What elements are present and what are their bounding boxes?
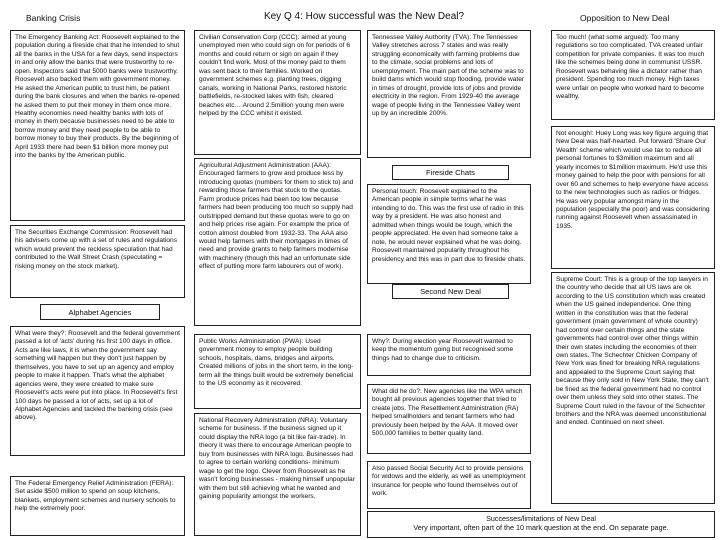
supreme-court-text: Supreme Court: This is a group of the top lawyers in the country who decide that all US laws are ok according to the US constitution which was created when the US gained independence. One thing written in the constitution was that the federal government (main government of whole country) had control over certain things and the state governments had control over other things within their own states including the economies of their own states. The Schechter Chicken Company of New York was fined for breaking NRA regulations and appealed to the Supreme Court saying that because they only sold in New York State, they can't be fined as the federal government had no control over them unless they sold into other states. The Supreme Court ruled in the favour of the Schechter brothers and the NRA was deemed unconstitutional and ended. Continued on next sheet. — [556, 276, 709, 427]
tva-box — [367, 30, 531, 158]
successes-limitations-box — [367, 511, 715, 538]
alphabet-agencies-title: Alphabet Agencies — [68, 308, 132, 317]
fireside-chats-title-box — [392, 165, 509, 180]
second-new-deal-why-text: Why?: During election year Roosevelt wanted to keep the momentum going but recognised some things had to change due to criticism. — [372, 338, 514, 362]
nra-box — [194, 413, 361, 536]
banking-crisis-title: Banking Crisis — [26, 13, 81, 23]
social-security-text: Also passed Social Security Act to provide pensions for widows and the elderly, as well as unemployment insurance for people who found themselves out of work. — [372, 465, 526, 498]
fireside-chats-box — [367, 184, 531, 284]
ccc-text: Civilian Conservation Corp (CCC): aimed at young unemployed men who could sign on for periods of 6 months and could return or sign on again if they couldn't find work. Most of the money paid to them was sent back to their families. Worked on government schemes e.g. planting trees, digging canals, working in National Parks, restored historic battlefields, re-stocked lakes with fish, cleared beaches etc… Around 2.5million young men were helped by the CCC whilst it existed. — [199, 34, 351, 117]
second-new-deal-why-box — [367, 334, 531, 376]
nra-text: National Recovery Administration (NRA): Voluntary scheme for business. If the business signed up it could display the NRA logo (a bit like fair-trade). In theory it was there to encourage American people to buy from businesses with NRA logo. Businesses had to agree to certain working conditions- minimum wage to get the logo. Clever from Roosevelt as he wasn't forcing businesses - making himself unpopular with them but still achieving what he wanted and gaining popularity amongst the workers. — [199, 417, 355, 500]
supreme-court-box — [551, 272, 715, 504]
alphabet-agencies-title-box — [40, 304, 160, 320]
not-enough-text: Not enough!: Huey Long was key figure arguing that New Deal was half-hearted. Put forward 'Share Our Wealth' scheme which would use tax to reduce all personal fortunes to $3million maximum and all yearly incomes to $1million maximum. He'd use this money gained to help the poor with pensions for all over 60 and schemes to help everyone have access to the new technologies such as radios or fridges. He was very popular amongst many in the population (especially the poor) and was considering running against Roosevelt when assassinated in 1935. — [556, 130, 710, 230]
second-new-deal-title: Second New Deal — [420, 287, 481, 296]
emergency-banking-act-box — [10, 30, 185, 221]
fera-box — [10, 476, 185, 536]
aaa-text: Agricultural Adjustment Administration (AAA): Encouraged farmers to grow and produce less by introducing quotas (numbers for them to stick to) and rewarding those farmers that stuck to the quotas. Farm produce prices had been too low because farmers had been producing too much so supply had outstripped demand but these quotas were to go on and help prices rise again. For example the price of cotton almost doubled from 1932-33. The AAA also would help farmers with their mortgages in times of need and provide grants to help farmers modernise with machinery (though this had an unfortunate side effect of putting more farm labourers out of work). — [199, 162, 354, 271]
alphabet-agencies-box — [10, 326, 185, 456]
too-much-box — [551, 30, 715, 120]
second-new-deal-what-text: What did he do?: New agencies like the WPA which bought all previous agencies together that tried to create jobs. The Resettlement Administration (RA) helped smallholders and tenant farmers who had previously been helped by the AAA. It moved over 500,000 families to better quality land. — [372, 388, 523, 438]
emergency-banking-act-text: The Emergency Banking Act: Roosevelt explained to the population during a fireside chat that he intended to shut all the banks in the USA for a few days, send inspectors in and only allow the banks that were trustworthy to re-open. Inspectors said that 5000 banks were trustworthy. Roosevelt also backed them with government money. He asked the American public to trust him, be patient during the bank closures and when the banks re-opened he asked them to put their money in them once more. Healthy economies need healthy banks with lots of money in them because businesses need to be able to borrow money and they need people to be able to borrow money to buy their products. By the beginning of April 1933 there had been $1 billion more money put into the banks by the American public. — [15, 34, 180, 160]
securities-exchange-box — [10, 225, 185, 298]
fera-text: The Federal Emergency Relief Administration (FERA): Set aside $500 million to spend on soup kitchens, blankets, employment schemes and nursery schools to help the extremely poor. — [15, 480, 176, 513]
tva-text: Tennessee Valley Authority (TVA): The Tennessee Valley stretches across 7 states and was really struggling economically with farming problems due to the climate, social problems and lots of unemployment. The main part of the scheme was to build dams which would stop flooding, provide water in times of drought, provide lots of jobs and provide electricity in the region. From 1929-40 the average wage of people living in the Tennessee Valley went up by an incredible 200%. — [372, 34, 525, 117]
social-security-box — [367, 461, 531, 509]
fireside-chats-title: Fireside Chats — [426, 168, 475, 177]
successes-limitations-title: Successes/limitations of New Deal — [486, 514, 596, 523]
not-enough-box — [551, 126, 715, 269]
ccc-box — [194, 30, 361, 155]
aaa-box — [194, 158, 361, 326]
too-much-text: Too much! (what some argued): Too many regulations so too complicated. TVA created unfair competition for private companies. It was too much like the schemes being done in communist USSR. Roosevelt was behaving like a dictator rather than president. Spending too much money. High taxes were unfair on people who worked hard to become wealthy. — [556, 34, 705, 101]
second-new-deal-what-box — [367, 384, 531, 454]
securities-exchange-text: The Securities Exchange Commission: Roosevelt had his advisers come up with a set of rules and regulations which would prevent the reckless speculation that had contributed to the Wall Street Crash (speculating = risking money on the stock market). — [15, 229, 177, 270]
second-new-deal-title-box — [392, 284, 509, 299]
pwa-text: Public Works Administration (PWA): Used government money to employ people building schools, hospitals, dams, bridges and airports. Created millions of jobs in the short term, in the long-term all the things built would be extremely beneficial to the US economy as it recovered. — [199, 338, 354, 388]
opposition-title: Opposition to New Deal — [580, 13, 670, 23]
pwa-box — [194, 334, 361, 409]
fireside-chats-text: Personal touch: Roosevelt explained to the American people in simple terms what he was intending to do. This was the first use of radio in this way by a president. He was also honest and admitted when things would be tough, which the people appreciated. He even had someone take a note, he would never explained what he was doing. Roosevelt maintained popularity throughout his presidency and this was in part due to fireside chats. — [372, 188, 526, 263]
alphabet-agencies-text: What were they?: Roosevelt and the federal government passed a lot of 'acts' during his first 100 days in office. Acts are like laws, it is when the government say something will happen but they don't just happen by themselves, you have to set up an agency and employ people to make it happen. That's what the alphabet agencies were, they were created to make sure Roosevelt's acts were put into place. In Roosevelt's first 100 days he passed a lot of acts, set up a lot of Alphabet Agencies and tackled the banking crisis (see above). — [15, 330, 180, 422]
successes-limitations-text: Very important, often part of the 10 mark question at the end. On separate page. — [413, 523, 669, 533]
key-question-title: Key Q 4: How successful was the New Deal? — [263, 11, 465, 22]
